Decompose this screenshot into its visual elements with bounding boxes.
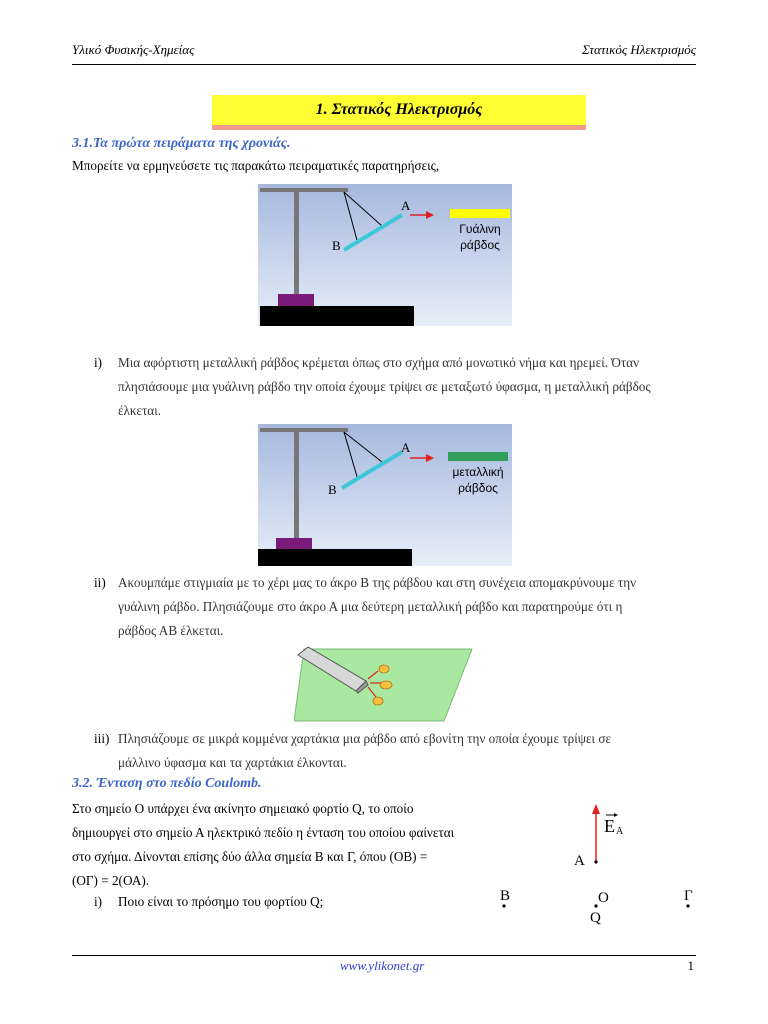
figure-glass-rod — [258, 184, 512, 326]
header-rule — [72, 64, 696, 65]
metal-rod-label: ράβδος — [458, 481, 498, 495]
figure-ebonite-rod — [294, 645, 474, 723]
stand-pole — [294, 428, 299, 540]
stand-arm — [260, 428, 348, 432]
page-title: 1. Στατικός Ηλεκτρισμός — [315, 101, 483, 118]
item-marker: iii) — [94, 731, 110, 746]
page-number: 1 — [687, 958, 694, 973]
question-text: Ποιο είναι το πρόσημο του φορτίου Q; — [118, 894, 324, 909]
paper-piece — [380, 681, 392, 689]
item-ii-line: ράβδος ΑΒ έλκεται. — [118, 623, 224, 638]
point-g-dot — [686, 904, 689, 907]
field-label-subscript: Α — [616, 826, 624, 837]
figure-coulomb-field — [490, 796, 710, 930]
section2-line: δημιουργεί στο σημείο Α ηλεκτρικό πεδίο η ένταση του οποίου φαίνεται — [72, 825, 455, 840]
stand-base — [278, 294, 314, 306]
section-intro: Μπορείτε να ερμηνεύσετε τις παρακάτω πειραματικές παρατηρήσεις, — [72, 158, 440, 173]
section2-line: στο σχήμα. Δίνονται επίσης δύο άλλα σημεία Β και Γ, όπου (ΟΒ) = — [72, 849, 428, 864]
label-b: B — [328, 482, 337, 497]
header-right: Στατικός Ηλεκτρισμός — [582, 42, 696, 57]
table — [260, 306, 414, 326]
item-iii-line: μάλλινο ύφασμα και τα χαρτάκια έλκονται. — [118, 755, 347, 770]
point-b-dot — [502, 904, 505, 907]
footer-website-link[interactable]: www.ylikonet.gr — [340, 958, 425, 973]
field-vector-head — [592, 804, 600, 814]
label-a: A — [401, 198, 411, 213]
point-a-label: A — [574, 853, 585, 869]
stand-pole — [294, 188, 299, 296]
metal-rod — [448, 452, 508, 461]
glass-rod — [450, 209, 510, 218]
section-heading-1: 3.1.Τα πρώτα πειράματα της χρονιάς. — [72, 136, 291, 151]
section-heading-2: 3.2. Ένταση στο πεδίο Coulomb. — [72, 776, 262, 791]
item-i-line: πλησιάσουμε μια γυάλινη ράβδο την οποία έχουμε τρίψει σε μεταξωτό ύφασμα, η μεταλλική ράβδος — [118, 379, 651, 394]
point-o-label: O — [598, 890, 609, 906]
paper-piece — [379, 665, 389, 673]
charge-label: Q — [590, 910, 601, 926]
footer-rule — [72, 955, 696, 956]
section2-line: Στο σημείο Ο υπάρχει ένα ακίνητο σημειακό φορτίο Q, το οποίο — [72, 801, 414, 816]
item-marker: i) — [94, 355, 103, 370]
item-marker: i) — [94, 894, 103, 909]
header-left: Υλικό Φυσικής-Χημείας — [72, 42, 195, 57]
section2-line: (ΟΓ) = 2(ΟΑ). — [72, 873, 150, 888]
figure-metal-rod — [258, 424, 512, 566]
point-g-label: Γ — [684, 888, 693, 904]
item-iii-line: Πλησιάζουμε σε μικρά κομμένα χαρτάκια μια ράβδο από εβονίτη την οποία έχουμε τρίψει σε — [118, 731, 612, 746]
glass-rod-label: Γυάλινη — [459, 222, 501, 236]
label-a: A — [401, 440, 411, 455]
title-underline — [212, 125, 586, 130]
item-ii-line: Ακουμπάμε στιγμιαία με το χέρι μας το άκρο Β της ράβδου και στη συνέχεια απομακρύνουμε την — [118, 575, 637, 590]
stand-arm — [260, 188, 348, 192]
item-marker: ii) — [94, 575, 106, 590]
item-i-line: Μια αφόρτιστη μεταλλική ράβδος κρέμεται όπως στο σχήμα από μονωτικό νήμα και ηρεμεί. Όταν — [118, 355, 640, 370]
glass-rod-label: ράβδος — [460, 238, 500, 252]
item-ii-line: γυάλινη ράβδο. Πλησιάζουμε στο άκρο Α μια δεύτερη μεταλλική ράβδο και παρατηρούμε ότι η — [118, 599, 623, 614]
paper-piece — [373, 697, 383, 705]
point-a-dot — [594, 860, 597, 863]
item-i-line: έλκεται. — [118, 403, 162, 418]
point-b-label: B — [500, 888, 511, 904]
field-label-e: E — [604, 816, 615, 836]
stand-base — [276, 538, 312, 549]
label-b: B — [332, 238, 341, 253]
table — [258, 549, 412, 566]
metal-rod-label: μεταλλική — [452, 465, 504, 479]
